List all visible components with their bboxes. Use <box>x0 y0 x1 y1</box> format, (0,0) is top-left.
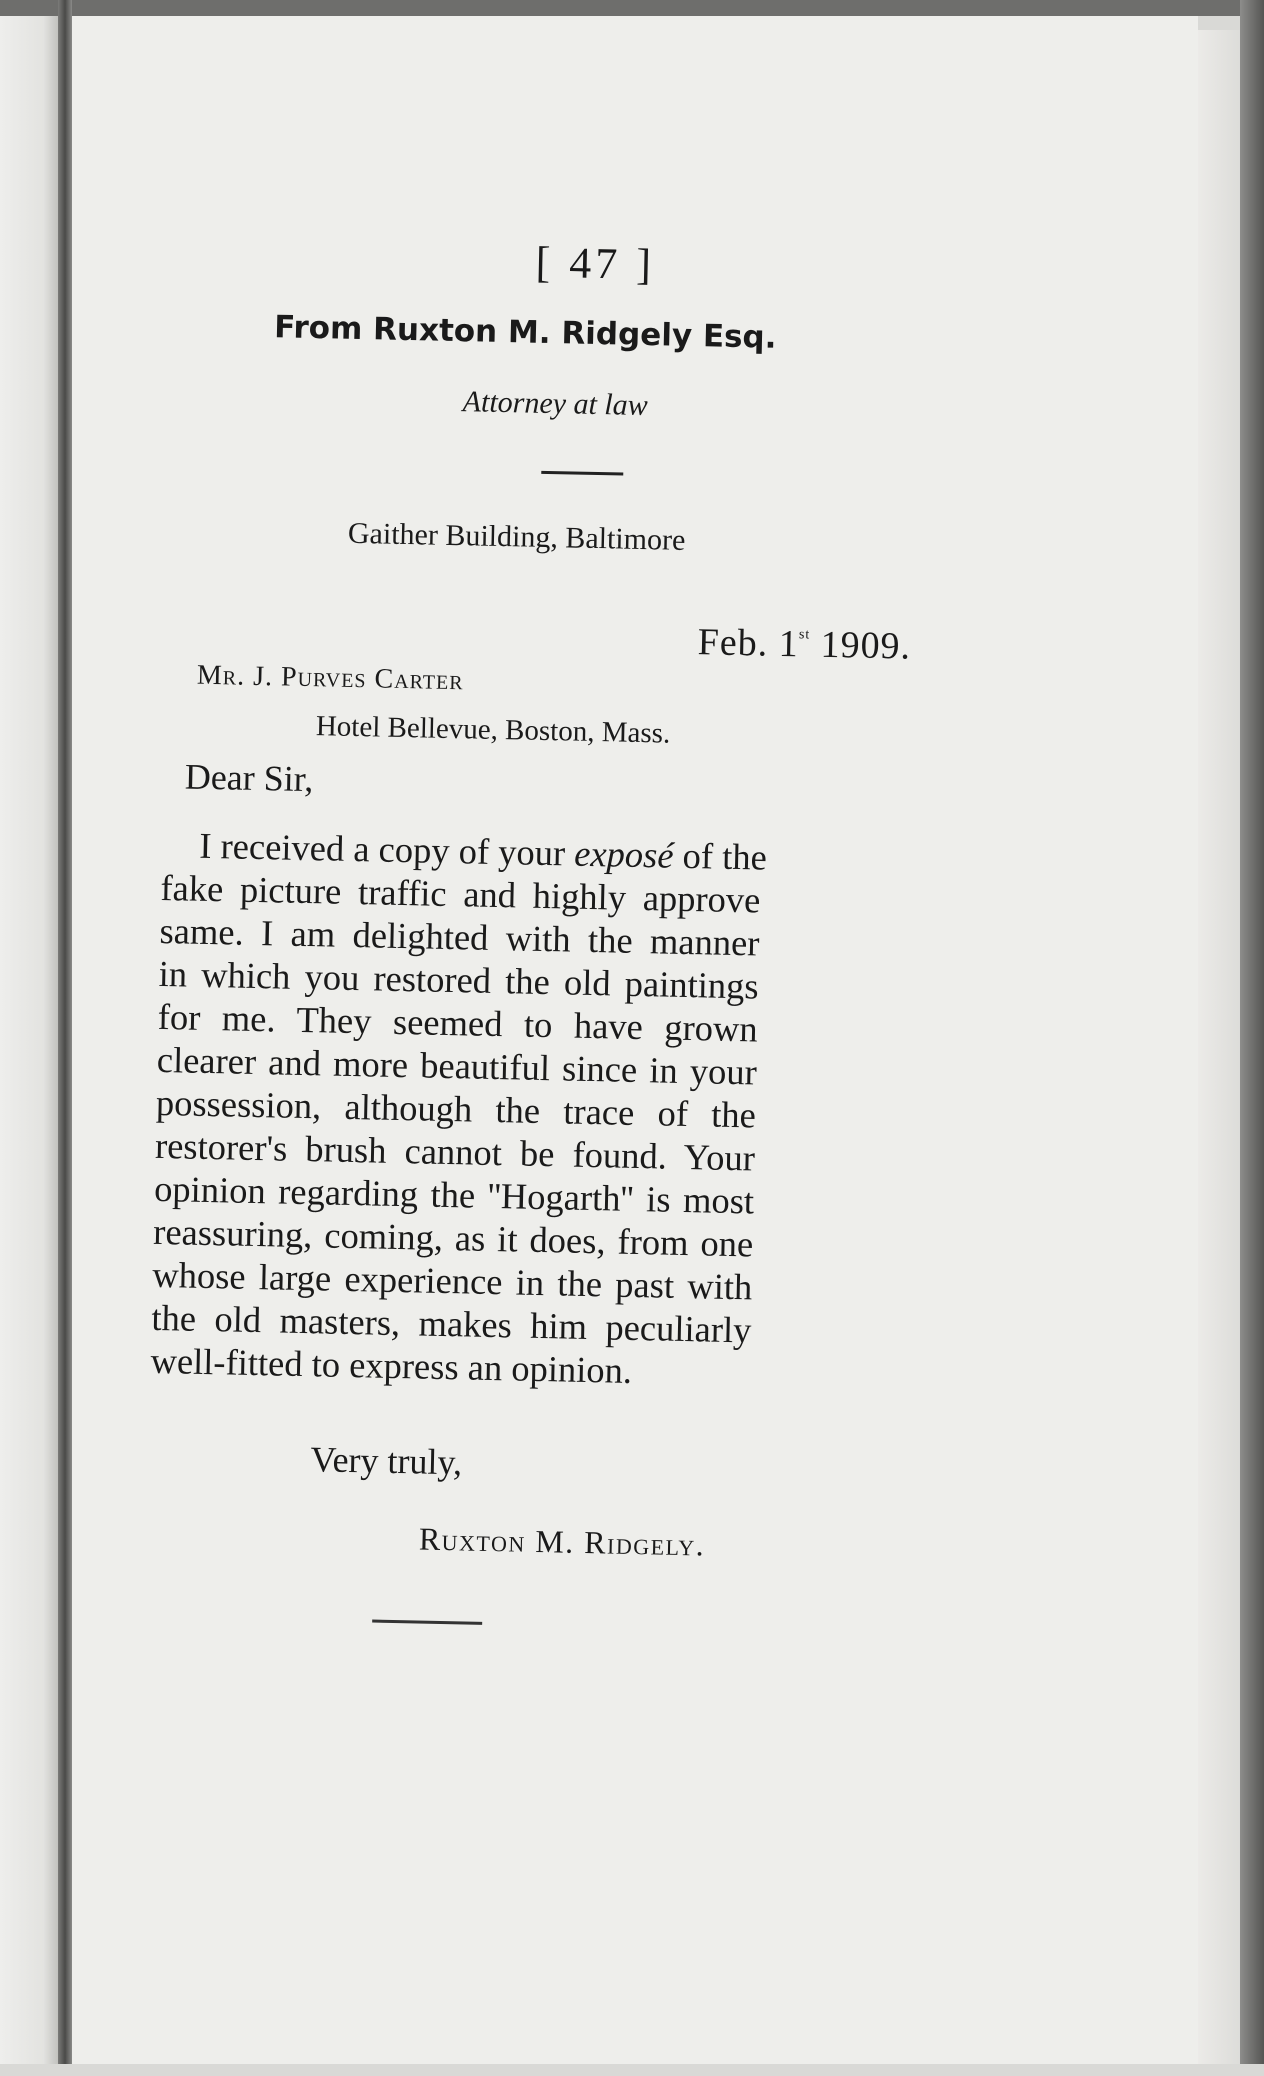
scan-right-edge <box>1240 0 1264 2064</box>
letter-subheading: Attorney at law <box>462 385 649 423</box>
letter-closing: Very truly, <box>310 1439 463 1483</box>
body-line: reassuring, coming, as it does, from one <box>152 1210 754 1265</box>
salutation: Dear Sir, <box>184 756 314 800</box>
body-line: fake picture traffic and highly approve <box>160 866 761 921</box>
recipient-address: Hotel Bellevue, Boston, Mass. <box>315 710 671 750</box>
body-line: same. I am delighted with the manner <box>159 909 760 964</box>
letter-date: Feb. 1st 1909. <box>697 621 912 668</box>
body-line: the old masters, makes him peculiarly <box>151 1296 752 1351</box>
body-line: possession, although the trace of the <box>155 1081 757 1136</box>
sender-address: Gaither Building, Baltimore <box>347 516 686 557</box>
letter-content <box>48 5 1217 2076</box>
body-line: whose large experience in the past with <box>151 1253 753 1308</box>
body-line: clearer and more beautiful since in your <box>156 1038 758 1093</box>
body-line: well-fitted to express an opinion. <box>150 1339 633 1391</box>
body-line: in which you restored the old paintings <box>158 952 759 1007</box>
body-line: restorer's brush cannot be found. Your <box>154 1124 756 1179</box>
body-line: I received a copy of your exposé of the <box>198 824 768 878</box>
letter-page <box>72 16 1198 2064</box>
previous-page-edge <box>0 16 62 2064</box>
letter-heading: From Ruxton M. Ridgely Esq. <box>273 309 777 356</box>
heading-divider <box>541 471 623 476</box>
end-divider <box>372 1620 482 1625</box>
letter-signature: Ruxton M. Ridgely. <box>418 1520 706 1563</box>
recipient-name: Mr. J. Purves Carter <box>196 659 464 697</box>
body-line: for me. They seemed to have grown <box>157 995 759 1050</box>
letter-body <box>150 823 768 1394</box>
page-number: [ 47 ] <box>535 237 656 290</box>
body-line: opinion regarding the ''Hogarth'' is most <box>153 1167 755 1222</box>
